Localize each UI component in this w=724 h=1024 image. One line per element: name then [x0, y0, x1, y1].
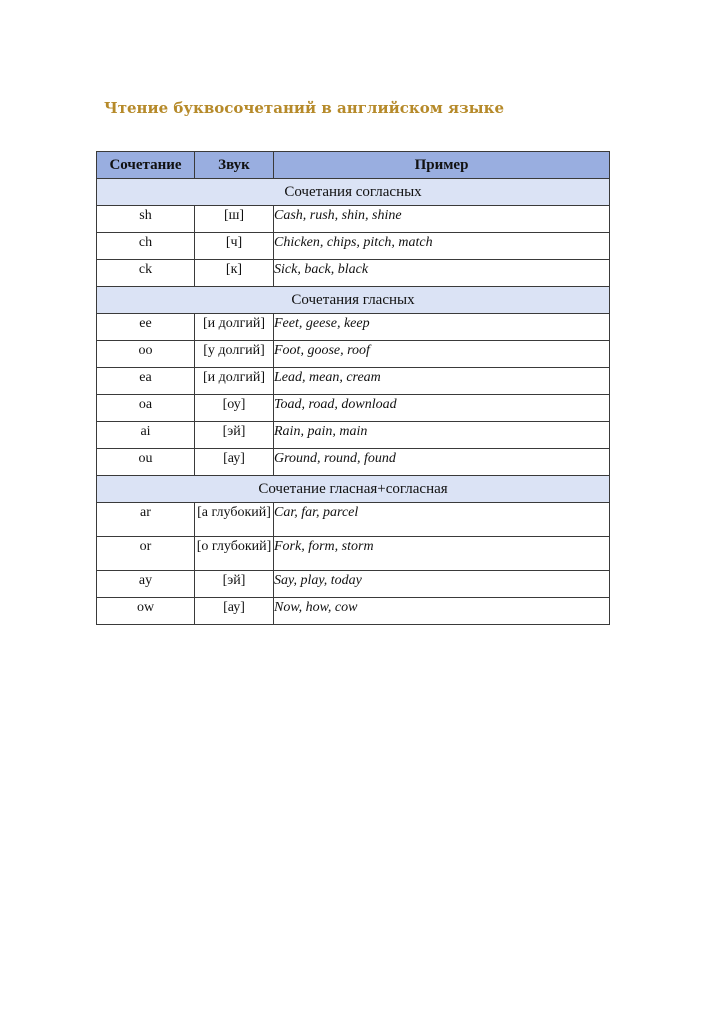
table-row [97, 341, 610, 368]
section-title: Сочетание гласная+согласная [97, 476, 610, 503]
table-row [97, 233, 610, 260]
cell-sound: [к] [195, 260, 274, 287]
header-combination: Сочетание [97, 152, 195, 179]
table-row [97, 314, 610, 341]
table-row [97, 449, 610, 476]
table-row [97, 395, 610, 422]
section-title: Сочетания гласных [97, 287, 610, 314]
table-row [97, 598, 610, 625]
cell-combination: ch [97, 233, 195, 260]
cell-sound: [эй] [195, 422, 274, 449]
table-row [97, 422, 610, 449]
table-row [97, 368, 610, 395]
table-row [97, 260, 610, 287]
cell-sound: [ч] [195, 233, 274, 260]
cell-combination: ou [97, 449, 195, 476]
cell-combination: ai [97, 422, 195, 449]
cell-combination: ow [97, 598, 195, 625]
cell-combination: ck [97, 260, 195, 287]
cell-example: Say, play, today [274, 571, 610, 598]
cell-sound: [и долгий] [195, 368, 274, 395]
cell-sound: [о глубокий] [195, 537, 274, 571]
cell-sound: [ау] [195, 598, 274, 625]
cell-sound: [а глубокий] [195, 503, 274, 537]
table-row [97, 537, 610, 571]
section-row-vowels [97, 287, 610, 314]
cell-example: Chicken, chips, pitch, match [274, 233, 610, 260]
cell-sound: [у долгий] [195, 341, 274, 368]
cell-example: Feet, geese, keep [274, 314, 610, 341]
table-row [97, 503, 610, 537]
cell-example: Car, far, parcel [274, 503, 610, 537]
cell-combination: oa [97, 395, 195, 422]
cell-combination: ea [97, 368, 195, 395]
cell-example: Ground, round, found [274, 449, 610, 476]
cell-example: Sick, back, black [274, 260, 610, 287]
cell-sound: [и долгий] [195, 314, 274, 341]
cell-combination: or [97, 537, 195, 571]
cell-combination: ay [97, 571, 195, 598]
letter-combinations-table [96, 151, 610, 625]
table-row [97, 571, 610, 598]
cell-sound: [ау] [195, 449, 274, 476]
cell-sound: [эй] [195, 571, 274, 598]
cell-combination: oo [97, 341, 195, 368]
cell-example: Rain, pain, main [274, 422, 610, 449]
cell-example: Fork, form, storm [274, 537, 610, 571]
cell-sound: [ш] [195, 206, 274, 233]
cell-example: Foot, goose, roof [274, 341, 610, 368]
section-row-consonants [97, 179, 610, 206]
page-title: Чтение буквосочетаний в английском языке [104, 99, 505, 117]
cell-example: Toad, road, download [274, 395, 610, 422]
cell-example: Cash, rush, shin, shine [274, 206, 610, 233]
cell-combination: ee [97, 314, 195, 341]
header-example: Пример [274, 152, 610, 179]
table-header-row [97, 152, 610, 179]
cell-combination: sh [97, 206, 195, 233]
cell-sound: [оу] [195, 395, 274, 422]
cell-combination: ar [97, 503, 195, 537]
section-title: Сочетания согласных [97, 179, 610, 206]
table-row [97, 206, 610, 233]
cell-example: Lead, mean, cream [274, 368, 610, 395]
cell-example: Now, how, cow [274, 598, 610, 625]
header-sound: Звук [195, 152, 274, 179]
section-row-vowel-consonant [97, 476, 610, 503]
